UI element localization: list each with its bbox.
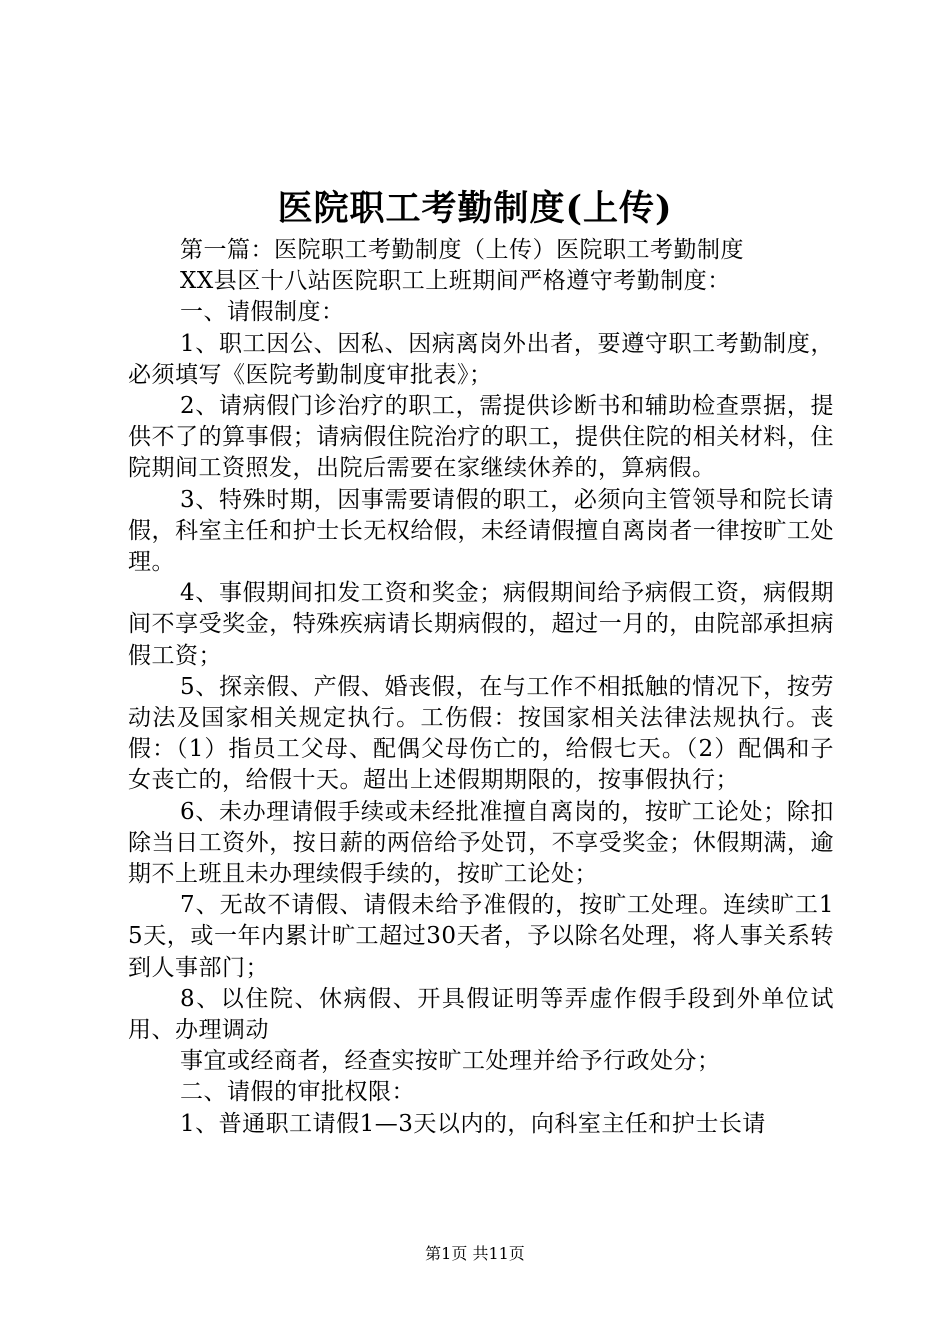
paragraph: 1、职工因公、因私、因病离岗外出者，要遵守职工考勤制度，必须填写《医院考勤制度审批表》； xyxy=(128,330,834,388)
paragraph: 4、事假期间扣发工资和奖金；病假期间给予病假工资，病假期间不享受奖金，特殊疾病请长期病假的，超过一月的，由院部承担病假工资； xyxy=(128,580,834,669)
paragraph: XX县区十八站医院职工上班期间严格遵守考勤制度： xyxy=(180,268,731,295)
paragraph: 7、无故不请假、请假未给予准假的，按旷工处理。连续旷工15天，或一年内累计旷工超过30天者，予以除名处理，将人事关系转到人事部门； xyxy=(128,892,834,981)
paragraph: 5、探亲假、产假、婚丧假，在与工作不相抵触的情况下，按劳动法及国家相关规定执行。工伤假：按国家相关法律法规执行。丧假：（1）指员工父母、配偶父母伤亡的，给假七天。（2）配偶和子女丧亡的，给假十天。超出上述假期期限的，按事假执行； xyxy=(128,673,834,794)
paragraph: 8、以住院、休病假、开具假证明等弄虚作假手段到外单位试用、办理调动 xyxy=(128,985,834,1044)
paragraph: 第一篇：医院职工考勤制度（上传）医院职工考勤制度 xyxy=(180,237,744,263)
paragraph: 3、特殊时期，因事需要请假的职工，必须向主管领导和院长请假，科室主任和护士长无权给假，未经请假擅自离岗者一律按旷工处理。 xyxy=(128,486,834,576)
paragraph: 事宜或经商者，经查实按旷工处理并给予行政处分； xyxy=(180,1048,721,1075)
paragraph: 1、普通职工请假1—3天以内的，向科室主任和护士长请 xyxy=(180,1110,766,1137)
paragraph: 6、未办理请假手续或未经批准擅自离岗的，按旷工论处；除扣除当日工资外，按日薪的两倍给予处罚，不享受奖金；休假期满，逾期不上班且未办理续假手续的，按旷工论处； xyxy=(128,798,834,888)
document-body xyxy=(128,235,834,1140)
document-title: 医院职工考勤制度(上传) xyxy=(277,188,673,229)
paragraph: 2、请病假门诊治疗的职工，需提供诊断书和辅助检查票据，提供不了的算事假；请病假住院治疗的职工，提供住院的相关材料，住院期间工资照发，出院后需要在家继续休养的，算病假。 xyxy=(128,393,834,482)
section-heading: 二、请假的审批权限： xyxy=(180,1079,415,1106)
section-heading: 一、请假制度： xyxy=(180,299,345,326)
page-number-footer: 第1页 共11页 xyxy=(425,1244,525,1263)
